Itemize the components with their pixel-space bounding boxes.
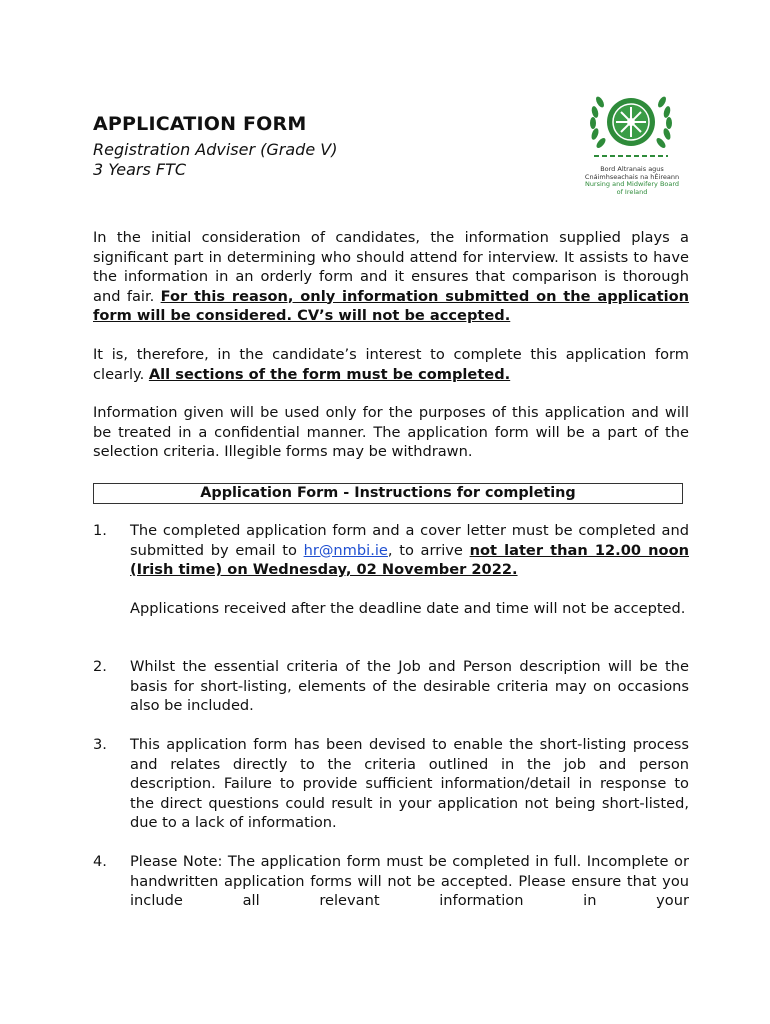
instruction-item-1 bbox=[93, 521, 689, 619]
intro-paragraph-3: Information given will be used only for the purposes of this application and will be treated in a confidential manner. The application form will be a part of the selection criteria. Illegible forms may be withdrawn. bbox=[93, 404, 689, 460]
item-number: 1. bbox=[93, 522, 107, 539]
intro-p2-bold: All sections of the form must be completed. bbox=[148, 365, 511, 383]
late-applications-note: Applications received after the deadline date and time will not be accepted. bbox=[130, 600, 686, 617]
intro-paragraph-1 bbox=[93, 228, 689, 326]
item-text: Whilst the essential criteria of the Job and Person description will be the basis for short-listing, elements of the desirable criteria may on occasions also be included. bbox=[130, 658, 689, 714]
logo-text bbox=[584, 166, 680, 196]
instructions-heading: Application Form - Instructions for completing bbox=[93, 483, 683, 504]
email-link[interactable]: hr@nmbi.ie bbox=[303, 541, 388, 559]
intro-p2-text: It is, therefore, in the candidate’s interest to complete this application form clearly. bbox=[93, 346, 689, 383]
nmbi-wreath-logo-icon bbox=[584, 88, 680, 162]
nmbi-logo bbox=[584, 88, 680, 196]
instruction-item-4 bbox=[93, 852, 689, 911]
logo-line-2: Cnáimhseachais na hÉireann bbox=[584, 172, 680, 181]
item-number: 2. bbox=[93, 658, 107, 675]
intro-p1-bold: For this reason, only information submitted on the application form will be considered. CV’s will not be accepted. bbox=[93, 287, 689, 324]
intro-p1-text: In the initial consideration of candidates, the information supplied plays a significant part in determining who should attend for interview. It assists to have the information in an orderly form and it ensures that comparison is thorough and fair. bbox=[93, 229, 689, 305]
item-1-text-a: The completed application form and a cover letter must be completed and submitted by email to bbox=[130, 522, 689, 559]
item-number: 4. bbox=[93, 853, 107, 870]
job-title: Registration Adviser (Grade V) bbox=[93, 140, 338, 159]
contract-term: 3 Years FTC bbox=[93, 160, 187, 179]
item-1-text-b: , to arrive bbox=[387, 541, 470, 559]
item-text: Please Note: The application form must be completed in full. Incomplete or handwritten application forms will not be accepted. Please ensure that you include all relevant information in your bbox=[130, 853, 689, 909]
intro-paragraph-2 bbox=[93, 345, 689, 384]
instruction-item-2 bbox=[93, 657, 689, 716]
logo-line-3: Nursing and Midwifery Board bbox=[584, 180, 680, 188]
item-number: 3. bbox=[93, 736, 107, 753]
logo-line-1: Bord Altranais agus bbox=[600, 165, 664, 173]
deadline-text: not later than 12.00 noon (Irish time) on Wednesday, 02 November 2022. bbox=[130, 541, 689, 578]
job-subtitle bbox=[93, 140, 337, 180]
page-title: APPLICATION FORM bbox=[93, 113, 307, 135]
logo-line-4: of Ireland bbox=[616, 187, 648, 196]
instruction-item-3 bbox=[93, 735, 689, 833]
item-text: This application form has been devised to enable the short-listing process and relates directly to the criteria outlined in the job and person description. Failure to provide sufficient information/detail in response to the direct questions could result in your application not being short-listed, due to a lack of information. bbox=[130, 736, 689, 831]
item-text bbox=[130, 521, 689, 580]
